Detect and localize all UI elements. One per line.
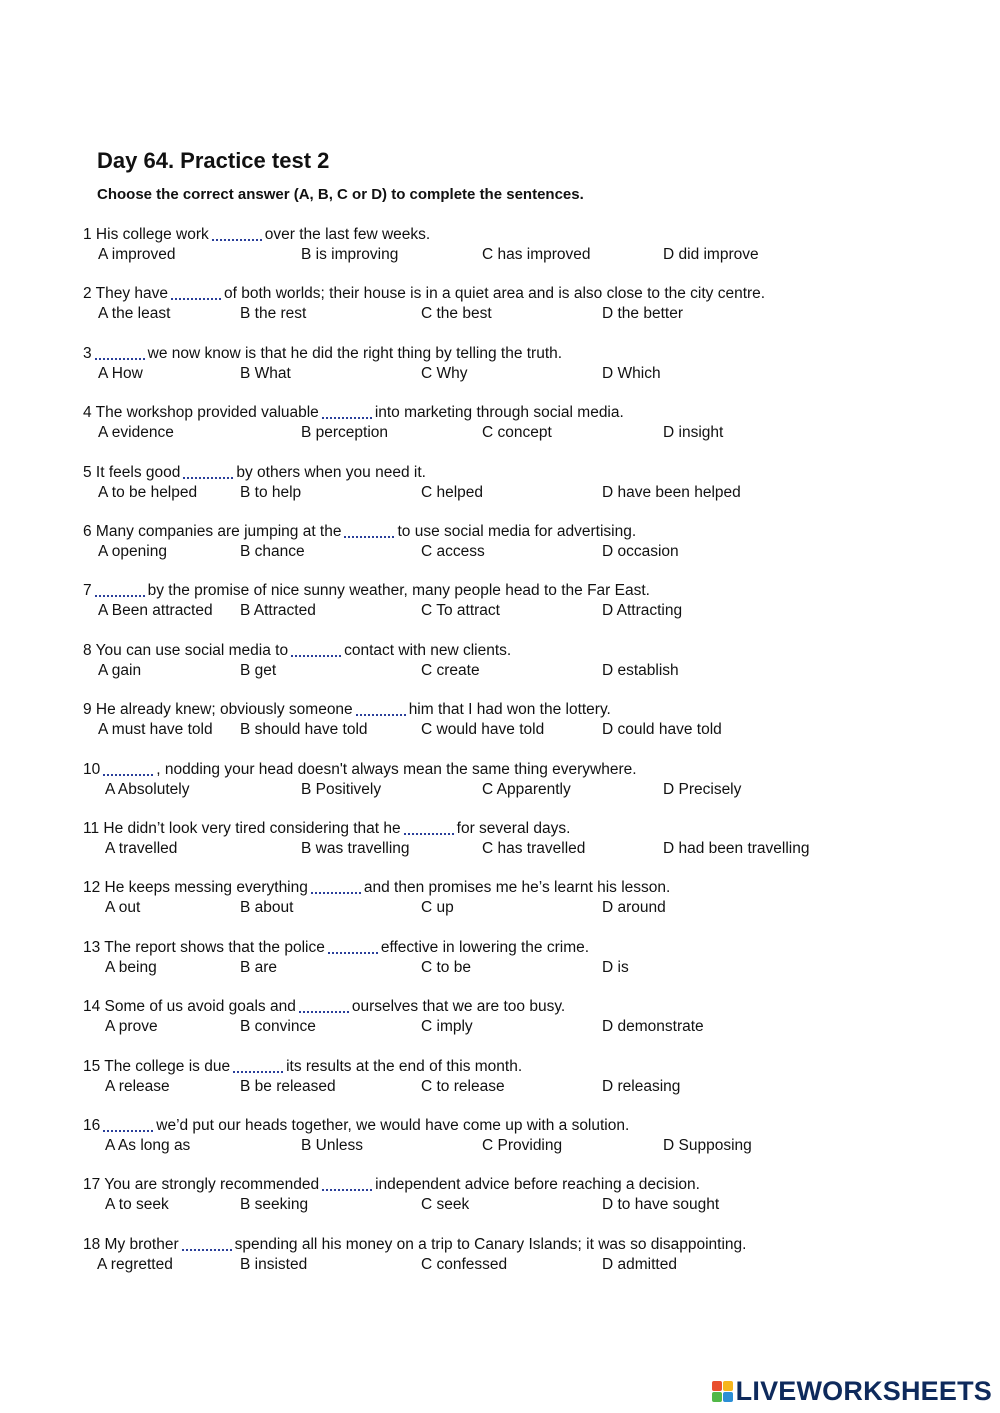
answer-blank[interactable] (356, 701, 406, 716)
option-d: D demonstrate (602, 1018, 704, 1036)
question-12 (0, 879, 1000, 923)
option-d: D Precisely (663, 780, 742, 798)
question-6 (0, 523, 1000, 567)
question-text-after: and then promises me he’s learnt his lesson. (363, 879, 671, 897)
question-text-before: 9 He already knew; obviously someone (83, 701, 353, 719)
option-b: B to help (240, 483, 302, 501)
question-text-after: into marketing through social media. (374, 404, 624, 422)
option-a: A Been attracted (98, 602, 213, 620)
answer-blank[interactable] (212, 226, 262, 241)
option-a: A to be helped (98, 483, 198, 501)
question-7 (0, 582, 1000, 626)
option-b: B was travelling (301, 840, 410, 857)
question-text-after: by others when you need it. (236, 463, 426, 481)
option-c: C would have told (421, 721, 545, 739)
option-b: B chance (240, 543, 305, 560)
option-d: D is (602, 958, 629, 976)
answer-blank[interactable] (344, 523, 394, 538)
question-text-after: to use social media for advertising. (397, 523, 637, 540)
option-a: A being (105, 958, 157, 976)
question-stem (83, 523, 636, 541)
option-c: C access (421, 543, 485, 560)
question-stem (83, 701, 611, 719)
question-stem (83, 642, 511, 660)
question-stem (83, 464, 426, 482)
question-stem (83, 226, 430, 244)
question-text-after: by the promise of nice sunny weather, many people head to the Far East. (147, 582, 650, 600)
option-a: A prove (105, 1018, 158, 1036)
option-a: A to seek (105, 1196, 169, 1214)
option-d: D admitted (602, 1255, 677, 1273)
option-c: C to release (421, 1077, 505, 1095)
option-d: D the better (602, 305, 683, 323)
question-text-before: 10 (83, 760, 101, 778)
option-d: D insight (663, 424, 724, 442)
liveworksheets-logo (712, 1375, 992, 1407)
option-a: A must have told (98, 721, 213, 739)
option-d: D releasing (602, 1077, 681, 1095)
option-d: D occasion (602, 543, 679, 560)
option-b: B the rest (240, 305, 307, 323)
question-stem (83, 820, 570, 838)
option-c: C Providing (482, 1137, 563, 1154)
question-8 (0, 642, 1000, 686)
question-16 (0, 1117, 1000, 1161)
answer-blank[interactable] (183, 464, 233, 479)
option-b: B should have told (240, 721, 368, 739)
answer-blank[interactable] (322, 404, 372, 419)
question-stem (83, 404, 624, 422)
option-b: B are (240, 958, 278, 976)
option-a: A Absolutely (105, 780, 190, 798)
question-text-after: him that I had won the lottery. (408, 701, 611, 719)
question-text-before: 2 They have (83, 285, 169, 303)
option-c: C the best (421, 305, 492, 323)
option-a: A regretted (97, 1255, 173, 1273)
page-title: Day 64. Practice test 2 (97, 148, 330, 173)
question-text-before: 13 The report shows that the police (83, 938, 325, 956)
option-b: B Unless (301, 1137, 364, 1154)
question-text-before: 6 Many companies are jumping at the (83, 523, 342, 540)
option-a: A the least (98, 305, 171, 323)
option-c: C helped (421, 483, 484, 501)
question-stem (83, 1176, 700, 1194)
question-text-before: 7 (83, 582, 92, 600)
question-14 (0, 998, 1000, 1042)
option-a: A evidence (98, 424, 174, 442)
question-text-after: over the last few weeks. (264, 226, 431, 243)
answer-blank[interactable] (311, 879, 361, 894)
question-text-after: of both worlds; their house is in a quiet area and is also close to the city centre. (224, 285, 766, 303)
answer-blank[interactable] (171, 285, 221, 300)
question-4 (0, 404, 1000, 448)
question-text-after: contact with new clients. (344, 641, 512, 659)
option-d: D around (602, 899, 666, 917)
question-text-before: 4 The workshop provided valuable (83, 404, 319, 422)
question-text-after: ourselves that we are too busy. (351, 998, 566, 1016)
option-b: B perception (301, 424, 389, 442)
option-d: D establish (602, 661, 679, 679)
option-b: B seeking (240, 1196, 309, 1214)
question-text-before: 16 (83, 1117, 101, 1134)
option-d: D to have sought (602, 1196, 720, 1214)
option-b: B about (240, 899, 294, 917)
question-9 (0, 701, 1000, 745)
question-13 (0, 939, 1000, 983)
option-a: A improved (98, 246, 176, 263)
question-17 (0, 1176, 1000, 1220)
question-text-after: we now know is that he did the right thing by telling the truth. (147, 344, 563, 362)
answer-blank[interactable] (95, 345, 145, 360)
option-d: D have been helped (602, 483, 741, 501)
question-stem (83, 1117, 629, 1135)
option-d: D could have told (602, 721, 722, 739)
option-b: B is improving (301, 246, 399, 263)
option-c: C confessed (421, 1255, 508, 1273)
option-a: A As long as (105, 1137, 191, 1154)
question-text-after: its results at the end of this month. (286, 1057, 523, 1075)
question-stem (83, 345, 562, 363)
option-a: A opening (98, 543, 167, 560)
question-text-before: 18 My brother (83, 1235, 179, 1253)
answer-blank[interactable] (291, 642, 341, 657)
answer-blank[interactable] (103, 1117, 153, 1132)
option-c: C concept (482, 424, 552, 442)
question-text-after: , nodding your head doesn't always mean the same thing everywhere. (156, 760, 637, 778)
question-stem (83, 582, 650, 600)
answer-blank[interactable] (182, 1236, 232, 1251)
answer-blank[interactable] (95, 582, 145, 597)
question-text-before: 12 He keeps messing everything (83, 879, 308, 897)
question-text-before: 5 It feels good (83, 463, 181, 481)
option-c: C has improved (482, 246, 591, 263)
question-text-before: 8 You can use social media to (83, 641, 289, 659)
question-stem (83, 1058, 522, 1076)
instructions: Choose the correct answer (A, B, C or D) to complete the sentences. (97, 186, 584, 203)
option-c: C To attract (421, 602, 500, 620)
option-c: C create (421, 661, 480, 679)
question-stem (83, 879, 670, 897)
option-d: D did improve (663, 246, 759, 263)
question-text-before: 11 He didn’t look very tired considering that he (83, 820, 401, 837)
option-b: B be released (240, 1077, 336, 1095)
question-text-before: 1 His college work (83, 226, 209, 243)
option-c: C seek (421, 1196, 470, 1214)
logo-text: LIVEWORKSHEETS (735, 1375, 992, 1406)
question-text-before: 3 (83, 344, 92, 362)
question-text-before: 17 You are strongly recommended (83, 1176, 320, 1194)
question-text-before: 14 Some of us avoid goals and (83, 998, 296, 1016)
option-c: C imply (421, 1018, 473, 1036)
question-10 (0, 761, 1000, 805)
question-stem (83, 998, 565, 1016)
option-c: C up (421, 899, 454, 917)
question-text-after: for several days. (456, 820, 571, 837)
answer-blank[interactable] (299, 998, 349, 1013)
question-text-after: effective in lowering the crime. (380, 938, 590, 956)
answer-blank[interactable] (328, 939, 378, 954)
question-2 (0, 285, 1000, 329)
option-b: B convince (240, 1018, 316, 1036)
option-a: A release (105, 1077, 170, 1095)
option-d: D Attracting (602, 602, 683, 620)
option-d: D Which (602, 364, 661, 382)
option-b: B What (240, 364, 291, 382)
question-text-before: 15 The college is due (83, 1057, 231, 1075)
answer-blank[interactable] (233, 1058, 283, 1073)
answer-blank[interactable] (103, 761, 153, 776)
option-c: C to be (421, 958, 471, 976)
question-stem (83, 939, 589, 957)
option-b: B get (240, 661, 277, 679)
logo-mark-icon (712, 1381, 733, 1402)
option-d: D Supposing (663, 1137, 752, 1154)
question-stem (83, 761, 637, 779)
question-11 (0, 820, 1000, 864)
question-stem (83, 285, 765, 303)
option-a: A travelled (105, 840, 178, 857)
answer-blank[interactable] (404, 820, 454, 835)
question-stem (83, 1236, 746, 1254)
option-c: C Why (421, 364, 468, 382)
question-5 (0, 464, 1000, 508)
option-a: A gain (98, 661, 142, 679)
answer-blank[interactable] (322, 1176, 372, 1191)
question-18 (0, 1236, 1000, 1280)
option-a: A out (105, 899, 141, 917)
question-15 (0, 1058, 1000, 1102)
option-a: A How (98, 364, 143, 382)
option-b: B Attracted (240, 602, 316, 620)
option-c: C has travelled (482, 840, 586, 857)
question-1 (0, 226, 1000, 270)
question-text-after: we’d put our heads together, we would have come up with a solution. (156, 1117, 630, 1134)
option-b: B insisted (240, 1255, 308, 1273)
question-3 (0, 345, 1000, 389)
option-b: B Positively (301, 780, 382, 798)
question-text-after: independent advice before reaching a decision. (375, 1176, 700, 1194)
option-d: D had been travelling (663, 840, 810, 857)
question-text-after: spending all his money on a trip to Canary Islands; it was so disappointing. (234, 1235, 747, 1253)
option-c: C Apparently (482, 780, 571, 798)
